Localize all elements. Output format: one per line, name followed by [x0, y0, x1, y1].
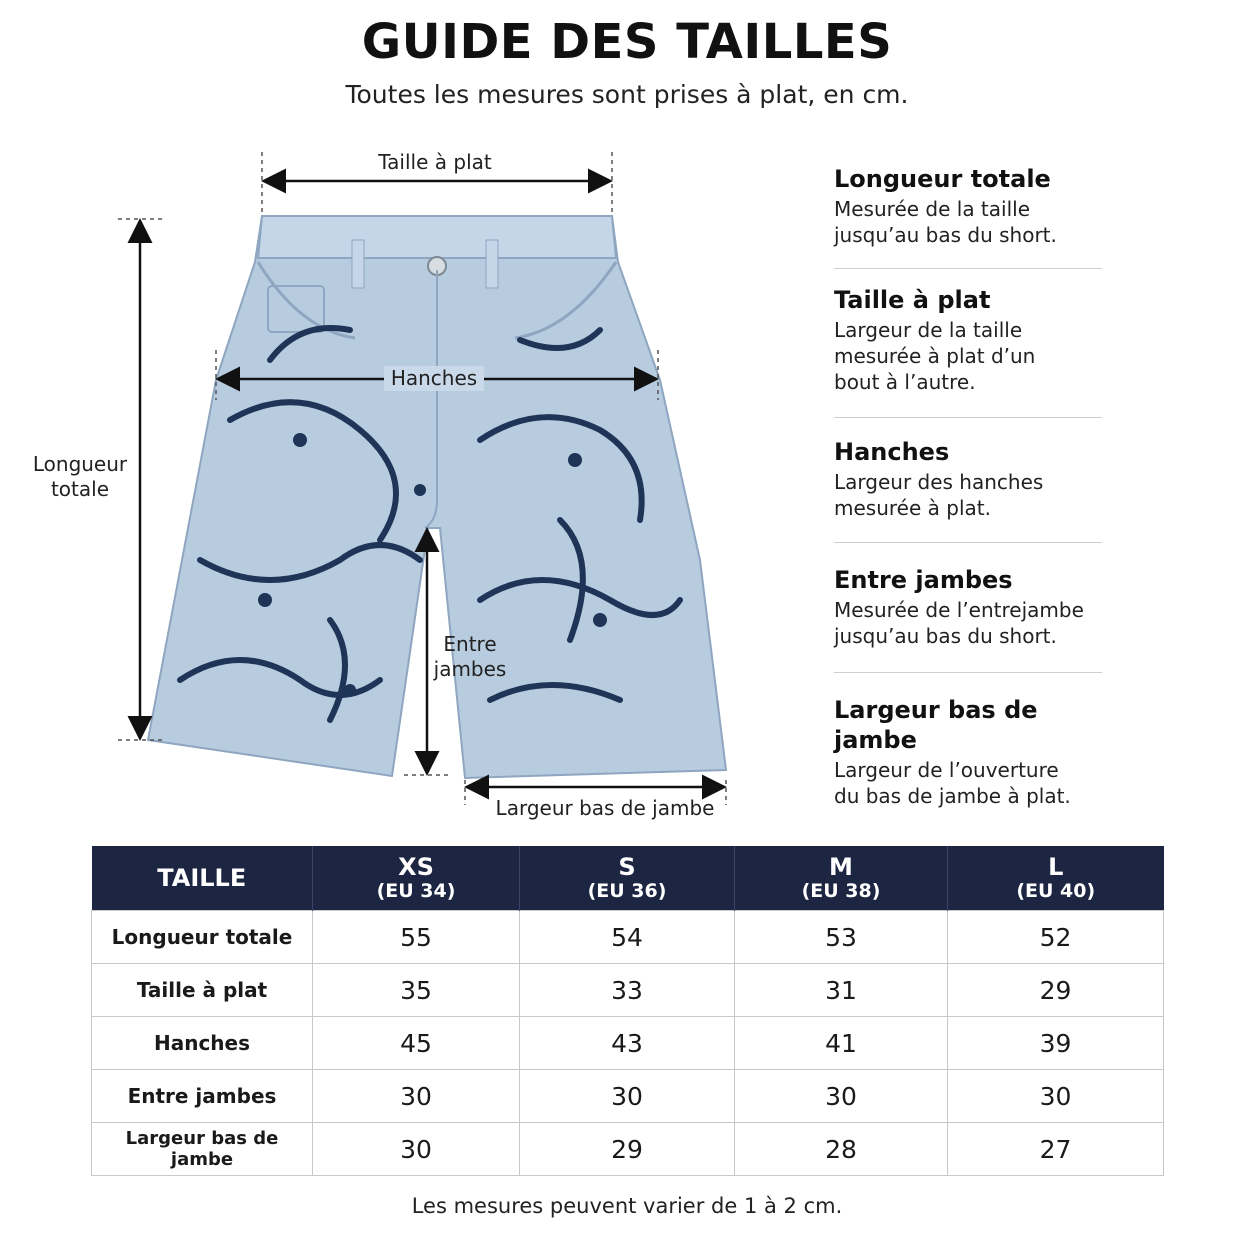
waistband [258, 216, 616, 258]
label-longueur-line1: Longueur [32, 452, 128, 476]
page-title: GUIDE DES TAILLES [361, 14, 893, 70]
row-label: Longueur totale [92, 911, 313, 964]
table-cell: 29 [948, 964, 1164, 1017]
label-entre-line2: jambes [433, 657, 507, 681]
desc-title: Hanches [834, 438, 950, 466]
table-cell: 33 [520, 964, 735, 1017]
desc-text: Mesurée de l’entrejambe jusqu’au bas du short. [834, 598, 1084, 648]
desc-text: Mesurée de la taille jusqu’au bas du short. [834, 197, 1057, 247]
desc-taille [834, 285, 1102, 395]
table-cell: 30 [948, 1070, 1164, 1123]
label-entre [420, 632, 520, 682]
desc-title: Longueur totale [834, 165, 1051, 193]
desc-title: Entre jambes [834, 566, 1013, 594]
table-cell: 41 [735, 1017, 948, 1070]
desc-entre [834, 565, 1102, 649]
divider [834, 417, 1102, 418]
desc-title: Taille à plat [834, 286, 991, 314]
table-cell: 30 [313, 1070, 520, 1123]
table-cell: 30 [313, 1123, 520, 1176]
desc-text: Largeur des hanches mesurée à plat. [834, 470, 1044, 520]
page-subtitle: Toutes les mesures sont prises à plat, en cm. [345, 80, 909, 109]
row-label: Largeur bas de jambe [92, 1123, 313, 1176]
table-row [92, 1123, 1164, 1176]
label-longueur-line2: totale [50, 477, 110, 501]
table-cell: 31 [735, 964, 948, 1017]
desc-hanches [834, 437, 1102, 521]
label-taille: Taille à plat [378, 150, 492, 174]
footnote: Les mesures peuvent varier de 1 à 2 cm. [411, 1194, 843, 1218]
table-cell: 53 [735, 911, 948, 964]
label-hanches: Hanches [384, 366, 484, 391]
table-cell: 29 [520, 1123, 735, 1176]
label-entre-line1: Entre [443, 632, 497, 656]
divider [834, 542, 1102, 543]
header-size: L (EU 40) [948, 846, 1164, 911]
table-row [92, 964, 1164, 1017]
label-longueur [20, 452, 140, 502]
divider [834, 672, 1102, 673]
table-header-row [92, 846, 1164, 911]
divider [834, 268, 1102, 269]
table-cell: 27 [948, 1123, 1164, 1176]
header-taille: TAILLE [92, 846, 313, 911]
table-row [92, 1017, 1164, 1070]
table-cell: 55 [313, 911, 520, 964]
size-table [91, 846, 1164, 1176]
desc-text: Largeur de la taille mesurée à plat d’un bout à l’autre. [834, 318, 1036, 394]
desc-longueur [834, 164, 1102, 248]
row-label: Entre jambes [92, 1070, 313, 1123]
table-row [92, 1070, 1164, 1123]
table-cell: 45 [313, 1017, 520, 1070]
table-cell: 30 [735, 1070, 948, 1123]
row-label: Hanches [92, 1017, 313, 1070]
table-cell: 30 [520, 1070, 735, 1123]
table-cell: 54 [520, 911, 735, 964]
belt-loop [486, 240, 498, 288]
desc-text: Largeur de l’ouverture du bas de jambe à plat. [834, 758, 1071, 808]
header-size: XS (EU 34) [313, 846, 520, 911]
shorts-diagram [0, 140, 800, 840]
table-cell: 35 [313, 964, 520, 1017]
table-cell: 39 [948, 1017, 1164, 1070]
header-size: S (EU 36) [520, 846, 735, 911]
table-cell: 43 [520, 1017, 735, 1070]
table-row [92, 911, 1164, 964]
row-label: Taille à plat [92, 964, 313, 1017]
table-cell: 52 [948, 911, 1164, 964]
belt-loop [352, 240, 364, 288]
table-cell: 28 [735, 1123, 948, 1176]
label-bas: Largeur bas de jambe [495, 796, 715, 820]
header-size: M (EU 38) [735, 846, 948, 911]
desc-bas [834, 695, 1102, 809]
desc-title: Largeur bas de jambe [834, 696, 1038, 754]
